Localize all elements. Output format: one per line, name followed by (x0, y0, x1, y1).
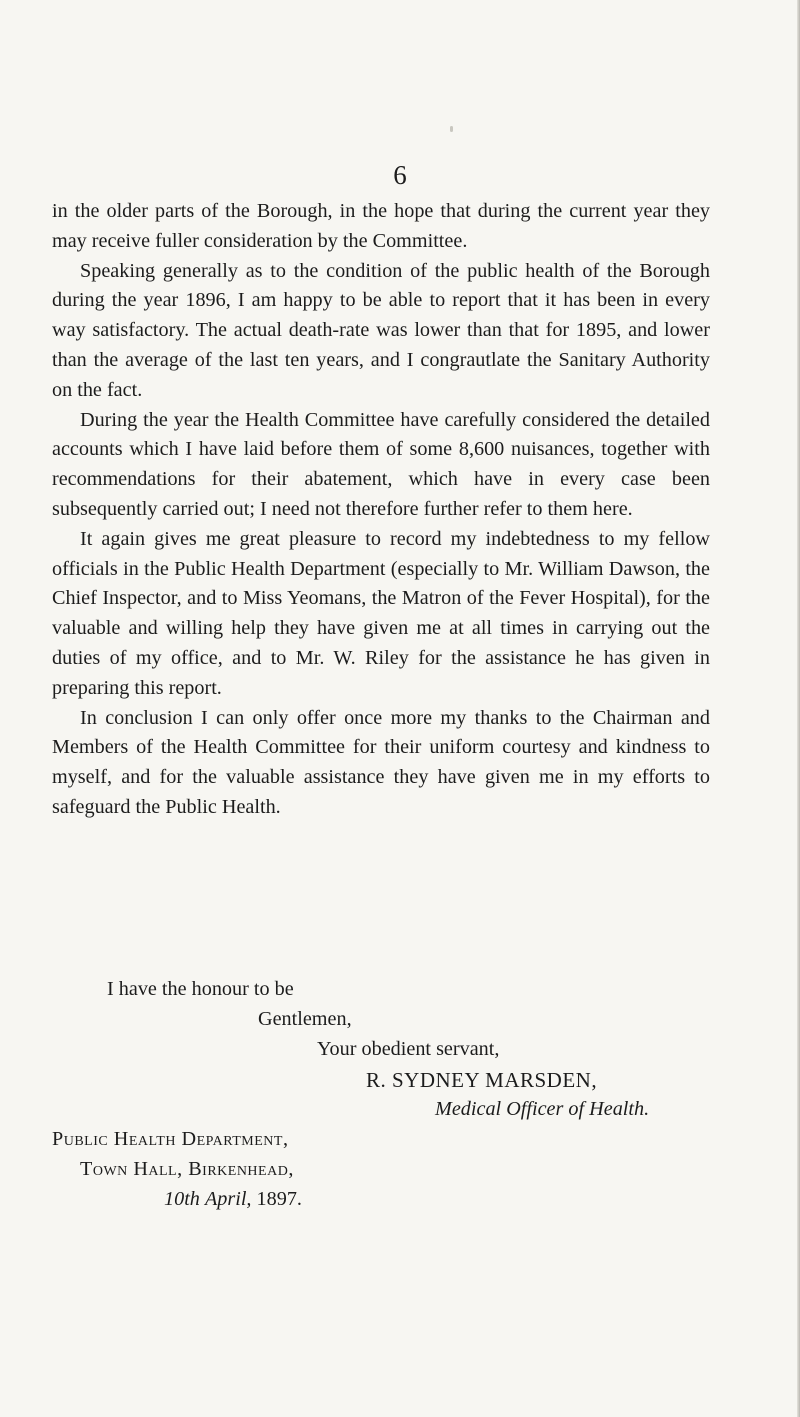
address-line-town-hall: Town Hall, Birkenhead, (80, 1158, 294, 1180)
date-month: April, (204, 1188, 252, 1210)
paragraph-public-health: Speaking generally as to the condition of the public health of the Borough during the year 1896, I am happy to be able to report that it has been in every way satisfactory. The actual death-rate was lower than that for 1895, and lower than the average of the last ten years, and I congrautlate the Sanitary Authority on the fact. (52, 259, 710, 401)
signatory-name: R. SYDNEY MARSDEN, (366, 1068, 598, 1092)
paragraph-continuation: in the older parts of the Borough, in the hope that during the current year they may receive fuller consideration by the Committee. (52, 200, 710, 252)
paragraph-acknowledgements: It again gives me great pleasure to record my indebtedness to my fellow officials in the Public Health Department (especially to Mr. William Dawson, the Chief Inspector, and to Miss Yeomans, the Matron of the Fever Hospital), for the valuable and willing help they have given me at all times in carrying out the duties of my office, and to Mr. W. Riley for the assistance he has given in preparing this report. (52, 527, 710, 699)
letter-body (52, 197, 710, 823)
address-line-department: Public Health Department, (52, 1128, 289, 1150)
closing-honour: I have the honour to be (107, 978, 294, 1000)
paragraph-conclusion: In conclusion I can only offer once more my thanks to the Chairman and Members of the Health Committee for their uniform courtesy and kindness to myself, and for the valuable assistance they have given me in my efforts to safeguard the Public Health. (52, 706, 710, 818)
letter-date (164, 1188, 302, 1211)
paper-speck (450, 126, 453, 132)
paragraph-nuisances: During the year the Health Committee have carefully considered the detailed accounts which I have laid before them of some 8,600 nuisances, together with recommendations for their abatement, which have in every case been subsequently carried out; I need not therefore further refer to them here. (52, 408, 710, 520)
closing-salutation: Gentlemen, (258, 1008, 352, 1030)
date-day: 10th (164, 1188, 200, 1210)
page-number: 6 (393, 160, 407, 190)
date-year: 1897. (256, 1188, 302, 1210)
closing-servant: Your obedient servant, (317, 1038, 500, 1060)
signatory-title: Medical Officer of Health. (435, 1098, 650, 1120)
